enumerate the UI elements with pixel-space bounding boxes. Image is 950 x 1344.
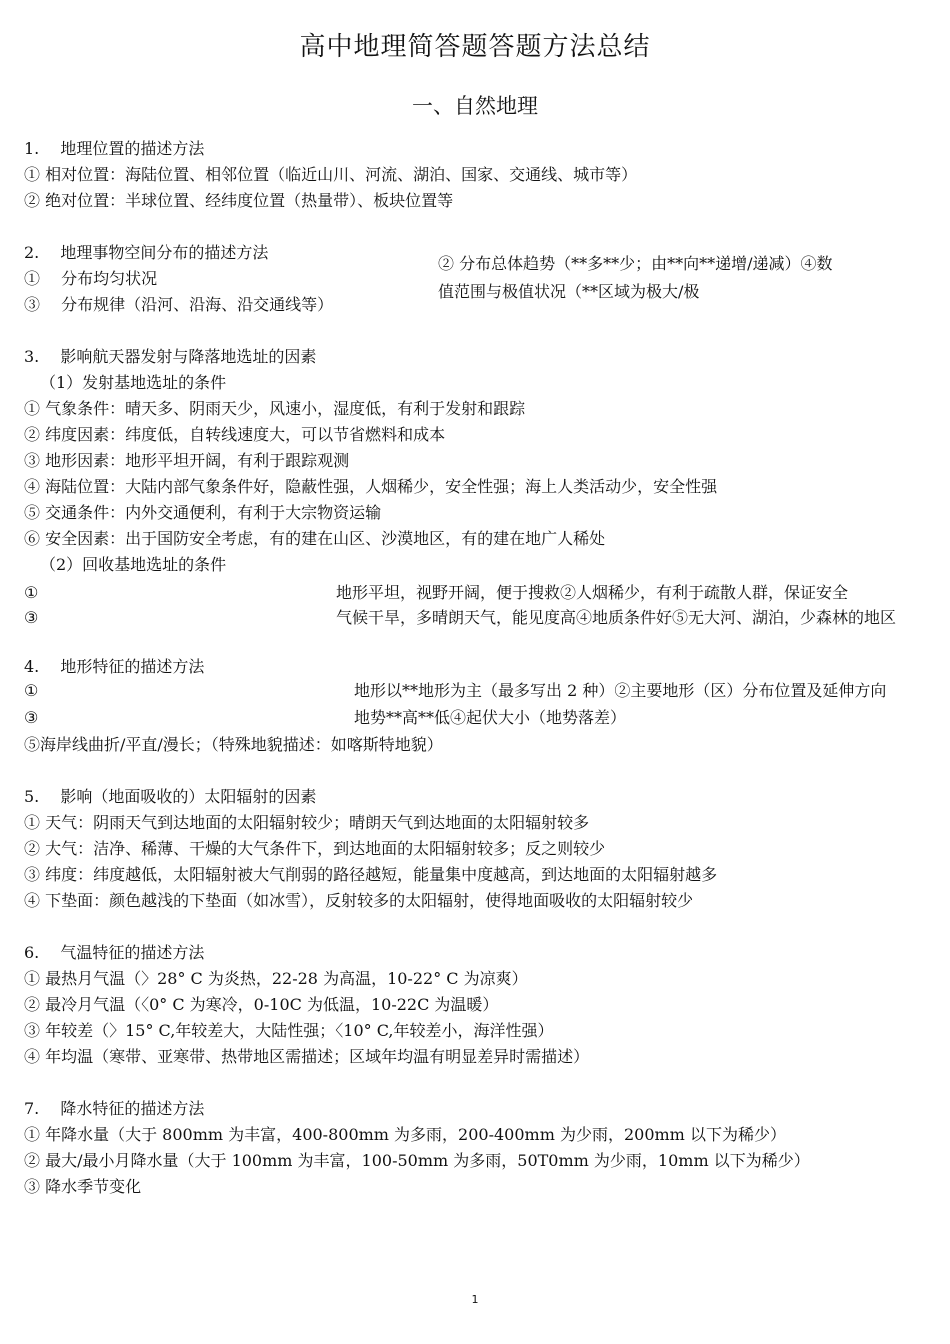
section-5-item: ④ 下垫面：颜色越浅的下垫面（如冰雪），反射较多的太阳辐射，使得地面吸收的太阳辐射较少 [24, 891, 694, 910]
section-4-heading: 4. 地形特征的描述方法 [24, 657, 205, 676]
section-3-item: ④ 海陆位置：大陆内部气象条件好，隐蔽性强，人烟稀少，安全性强；海上人类活动少，安全性强 [24, 477, 718, 496]
section-4-wrapped-item: ③ 地势**高**低④起伏大小（地势落差） [24, 708, 627, 727]
section-3-heading: 3. 影响航天器发射与降落地选址的因素 [24, 347, 317, 366]
section-3-subheading: （2）回收基地选址的条件 [40, 555, 227, 574]
section-2-heading: 2. 地理事物空间分布的描述方法 [24, 243, 269, 262]
document-body [24, 136, 899, 1200]
section-3-wrapped-item: ① 地形平坦，视野开阔，便于搜救②人烟稀少，有利于疏散人群，保证安全 [24, 583, 849, 602]
section-5-item: ③ 纬度：纬度越低，太阳辐射被大气削弱的路径越短，能量集中度越高，到达地面的太阳辐射越多 [24, 865, 718, 884]
section-7-item: ① 年降水量（大于 800mm 为丰富，400-800mm 为多雨，200-400mm 为少雨，200mm 以下为稀少） [24, 1125, 786, 1144]
section-1-item: ② 绝对位置：半球位置、经纬度位置（热量带）、板块位置等 [24, 191, 454, 210]
section-7-item: ② 最大/最小月降水量（大于 100mm 为丰富，100-50mm 为多雨，50T0mm 为少雨，10mm 以下为稀少） [24, 1151, 810, 1170]
section-3-item: ② 纬度因素：纬度低，自转线速度大，可以节省燃料和成本 [24, 425, 446, 444]
section-1-heading: 1. 地理位置的描述方法 [24, 139, 205, 158]
document-title: 高中地理简答题答题方法总结 [299, 32, 651, 62]
section-3-item: ③ 地形因素：地形平坦开阔，有利于跟踪观测 [24, 451, 350, 470]
section-3-item: ⑤ 交通条件：内外交通便利，有利于大宗物资运输 [24, 503, 382, 522]
section-7-item: ③ 降水季节变化 [24, 1177, 142, 1196]
section-2-block [24, 240, 899, 318]
section-6-item: ③ 年较差（〉15° C,年较差大，大陆性强；〈10° C,年较差小，海洋性强） [24, 1021, 554, 1040]
section-3-item: ① 气象条件：晴天多、阴雨天少，风速小，湿度低，有利于发射和跟踪 [24, 399, 526, 418]
section-2-item: ③ 分布规律（沿河、沿海、沿交通线等） [24, 295, 334, 314]
section-6-heading: 6. 气温特征的描述方法 [24, 943, 205, 962]
section-heading: 一、自然地理 [412, 94, 538, 118]
section-3-item: ⑥ 安全因素：出于国防安全考虑，有的建在山区、沙漠地区，有的建在地广人稀处 [24, 529, 606, 548]
section-7-heading: 7. 降水特征的描述方法 [24, 1099, 205, 1118]
section-5-item: ① 天气：阴雨天气到达地面的太阳辐射较少；晴朗天气到达地面的太阳辐射较多 [24, 813, 590, 832]
section-5-item: ② 大气：洁净、稀薄、干燥的大气条件下，到达地面的太阳辐射较多；反之则较少 [24, 839, 606, 858]
section-2-item: ① 分布均匀状况 [24, 269, 158, 288]
section-4-wrapped-item: ① 地形以**地形为主（最多写出 2 种）②主要地形（区）分布位置及延伸方向 [24, 681, 887, 700]
section-5-heading: 5. 影响（地面吸收的）太阳辐射的因素 [24, 787, 317, 806]
section-6-item: ① 最热月气温（〉28° C 为炎热，22-28 为高温，10-22° C 为凉爽） [24, 969, 528, 988]
section-3-subheading: （1）发射基地选址的条件 [40, 373, 227, 392]
section-4-item: ⑤海岸线曲折/平直/漫长；（特殊地貌描述：如喀斯特地貌） [24, 735, 443, 754]
section-2-overflow-text: ② 分布总体趋势（**多**少；由**向**递增/递减）④数值范围与极值状况（**区域为极大/极 [438, 254, 833, 301]
section-1-item: ① 相对位置：海陆位置、相邻位置（临近山川、河流、湖泊、国家、交通线、城市等） [24, 165, 638, 184]
section-3-wrapped-item: ③ 气候干旱，多晴朗天气，能见度高④地质条件好⑤无大河、湖泊，少森林的地区 [24, 608, 897, 627]
page-number: 1 [471, 1293, 479, 1306]
section-6-item: ④ 年均温（寒带、亚寒带、热带地区需描述；区域年均温有明显差异时需描述） [24, 1047, 590, 1066]
section-6-item: ② 最冷月气温（〈0° C 为寒冷，0-10C 为低温，10-22C 为温暖） [24, 995, 499, 1014]
